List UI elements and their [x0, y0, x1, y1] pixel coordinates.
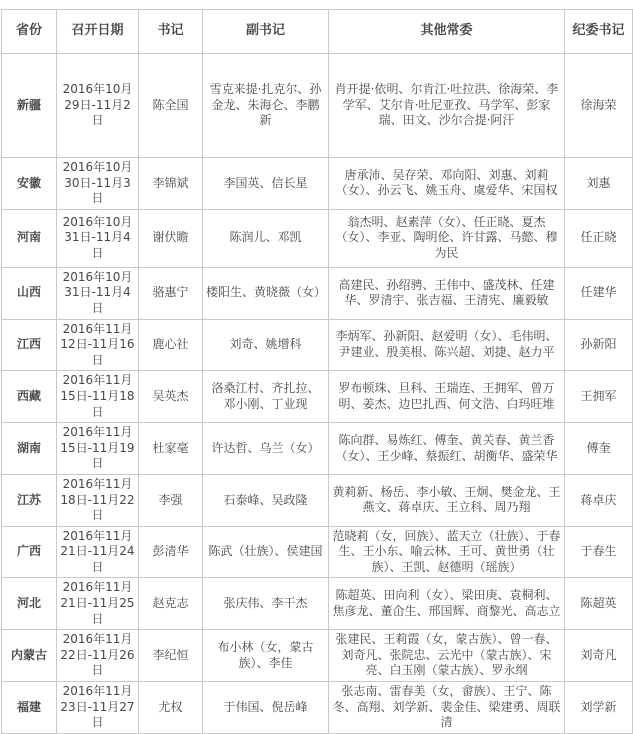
- cell-deputy-secretary: 洛桑江村、齐扎拉、邓小刚、丁业现: [203, 371, 329, 423]
- table-row: [2, 54, 633, 158]
- cell-other-members: 翁杰明、赵素萍（女）、任正晓、夏杰（女）、李亚、陶明伦、许甘露、马懿、穆为民: [329, 209, 565, 267]
- cell-other-members: 范晓莉（女，回族）、蓝天立（壮族）、于春生、王小东、喻云林、王可、黄世勇（壮族）、王凯、赵德明（瑶族）: [329, 526, 565, 578]
- cell-date: 2016年11月21日-11月25日: [57, 578, 139, 630]
- cell-province: 山西: [2, 267, 57, 319]
- cell-province: 广西: [2, 526, 57, 578]
- cell-province: 河北: [2, 578, 57, 630]
- cell-discipline-secretary: 刘学新: [565, 682, 633, 734]
- cell-secretary: 骆惠宁: [139, 267, 203, 319]
- cell-discipline-secretary: 刘奇凡: [565, 630, 633, 682]
- table-row: [2, 319, 633, 371]
- table-row: [2, 209, 633, 267]
- cell-secretary: 杜家毫: [139, 423, 203, 475]
- table-row: [2, 158, 633, 210]
- cell-discipline-secretary: 于春生: [565, 526, 633, 578]
- cell-secretary: 尤权: [139, 682, 203, 734]
- cell-deputy-secretary: 陈武（壮族）、侯建国: [203, 526, 329, 578]
- cell-secretary: 陈全国: [139, 54, 203, 158]
- cell-discipline-secretary: 任建华: [565, 267, 633, 319]
- cell-secretary: 鹿心社: [139, 319, 203, 371]
- cell-deputy-secretary: 李国英、信长星: [203, 158, 329, 210]
- cell-other-members: 李炳军、孙新阳、赵爱明（女）、毛伟明、尹建业、殷美根、陈兴超、刘捷、赵力平: [329, 319, 565, 371]
- cell-other-members: 张建民、王莉霞（女，蒙古族）、曾一春、刘奇凡、张院忠、云光中（蒙古族）、宋亮、白玉刚（蒙古族）、罗永纲: [329, 630, 565, 682]
- table-row: [2, 371, 633, 423]
- cell-deputy-secretary: 许达哲、乌兰（女）: [203, 423, 329, 475]
- cell-date: 2016年10月31日-11月4日: [57, 209, 139, 267]
- cell-other-members: 唐承沛、吴存荣、邓向阳、刘惠、刘莉（女）、孙云飞、姚玉舟、虞爱华、宋国权: [329, 158, 565, 210]
- cell-discipline-secretary: 徐海荣: [565, 54, 633, 158]
- cell-deputy-secretary: 刘奇、姚增科: [203, 319, 329, 371]
- header-discipline-secretary: 纪委书记: [565, 10, 633, 54]
- cell-other-members: 张志南、雷春美（女，畲族）、王宁、陈冬、高翔、刘学新、裴金佳、梁建勇、周联清: [329, 682, 565, 734]
- cell-date: 2016年11月12日-11月16日: [57, 319, 139, 371]
- cell-deputy-secretary: 石泰峰、吴政隆: [203, 474, 329, 526]
- cell-date: 2016年11月18日-11月22日: [57, 474, 139, 526]
- cell-date: 2016年11月22日-11月26日: [57, 630, 139, 682]
- table-row: [2, 267, 633, 319]
- header-deputy-secretary: 副书记: [203, 10, 329, 54]
- cell-discipline-secretary: 蒋卓庆: [565, 474, 633, 526]
- header-secretary: 书记: [139, 10, 203, 54]
- cell-deputy-secretary: 楼阳生、黄晓薇（女）: [203, 267, 329, 319]
- cell-date: 2016年10月29日-11月2日: [57, 54, 139, 158]
- cell-discipline-secretary: 陈超英: [565, 578, 633, 630]
- cell-date: 2016年11月23日-11月27日: [57, 682, 139, 734]
- cell-secretary: 李锦斌: [139, 158, 203, 210]
- table-row: [2, 682, 633, 734]
- cell-province: 湖南: [2, 423, 57, 475]
- cell-other-members: 黄莉新、杨岳、李小敏、王炯、樊金龙、王燕文、蒋卓庆、王立科、周乃翔: [329, 474, 565, 526]
- cell-province: 江西: [2, 319, 57, 371]
- cell-deputy-secretary: 布小林（女，蒙古族）、李佳: [203, 630, 329, 682]
- cell-other-members: 陈向群、易炼红、傅奎、黄关春、黄兰香（女）、王少峰、蔡振红、胡衡华、盛荣华: [329, 423, 565, 475]
- cell-secretary: 彭清华: [139, 526, 203, 578]
- cell-secretary: 谢伏瞻: [139, 209, 203, 267]
- provincial-congress-table: [1, 9, 633, 734]
- cell-province: 安徽: [2, 158, 57, 210]
- cell-secretary: 李纪恒: [139, 630, 203, 682]
- cell-discipline-secretary: 孙新阳: [565, 319, 633, 371]
- cell-date: 2016年11月15日-11月19日: [57, 423, 139, 475]
- cell-province: 内蒙古: [2, 630, 57, 682]
- cell-date: 2016年11月21日-11月24日: [57, 526, 139, 578]
- table-row: [2, 474, 633, 526]
- cell-deputy-secretary: 于伟国、倪岳峰: [203, 682, 329, 734]
- cell-date: 2016年11月15日-11月18日: [57, 371, 139, 423]
- cell-other-members: 罗布顿珠、旦科、王瑞连、王拥军、曾万明、姜杰、边巴扎西、何文浩、白玛旺堆: [329, 371, 565, 423]
- cell-date: 2016年10月31日-11月4日: [57, 267, 139, 319]
- cell-province: 新疆: [2, 54, 57, 158]
- cell-deputy-secretary: 张庆伟、李干杰: [203, 578, 329, 630]
- table-row: [2, 578, 633, 630]
- cell-discipline-secretary: 任正晓: [565, 209, 633, 267]
- table-row: [2, 526, 633, 578]
- cell-other-members: 高建民、孙绍骋、王伟中、盛茂林、任建华、罗清宇、张吉福、王清宪、廉毅敏: [329, 267, 565, 319]
- cell-other-members: 陈超英、田向利（女）、梁田庚、袁桐利、焦彦龙、董仚生、邢国辉、商黎光、高志立: [329, 578, 565, 630]
- cell-discipline-secretary: 傅奎: [565, 423, 633, 475]
- cell-date: 2016年10月30日-11月3日: [57, 158, 139, 210]
- cell-province: 河南: [2, 209, 57, 267]
- cell-deputy-secretary: 雪克来提·扎克尔、孙金龙、朱海仑、李鹏新: [203, 54, 329, 158]
- header-other-members: 其他常委: [329, 10, 565, 54]
- cell-province: 江苏: [2, 474, 57, 526]
- header-date: 召开日期: [57, 10, 139, 54]
- cell-deputy-secretary: 陈润儿、邓凯: [203, 209, 329, 267]
- cell-other-members: 肖开提·依明、尔肯江·吐拉洪、徐海荣、李学军、艾尔肯·吐尼亚孜、马学军、彭家瑞、田文、沙尔合提·阿汗: [329, 54, 565, 158]
- cell-discipline-secretary: 王拥军: [565, 371, 633, 423]
- table-header-row: [2, 10, 633, 54]
- header-province: 省份: [2, 10, 57, 54]
- cell-secretary: 李强: [139, 474, 203, 526]
- cell-province: 福建: [2, 682, 57, 734]
- cell-province: 西藏: [2, 371, 57, 423]
- cell-secretary: 赵克志: [139, 578, 203, 630]
- cell-secretary: 吴英杰: [139, 371, 203, 423]
- cell-discipline-secretary: 刘惠: [565, 158, 633, 210]
- table-row: [2, 630, 633, 682]
- table-row: [2, 423, 633, 475]
